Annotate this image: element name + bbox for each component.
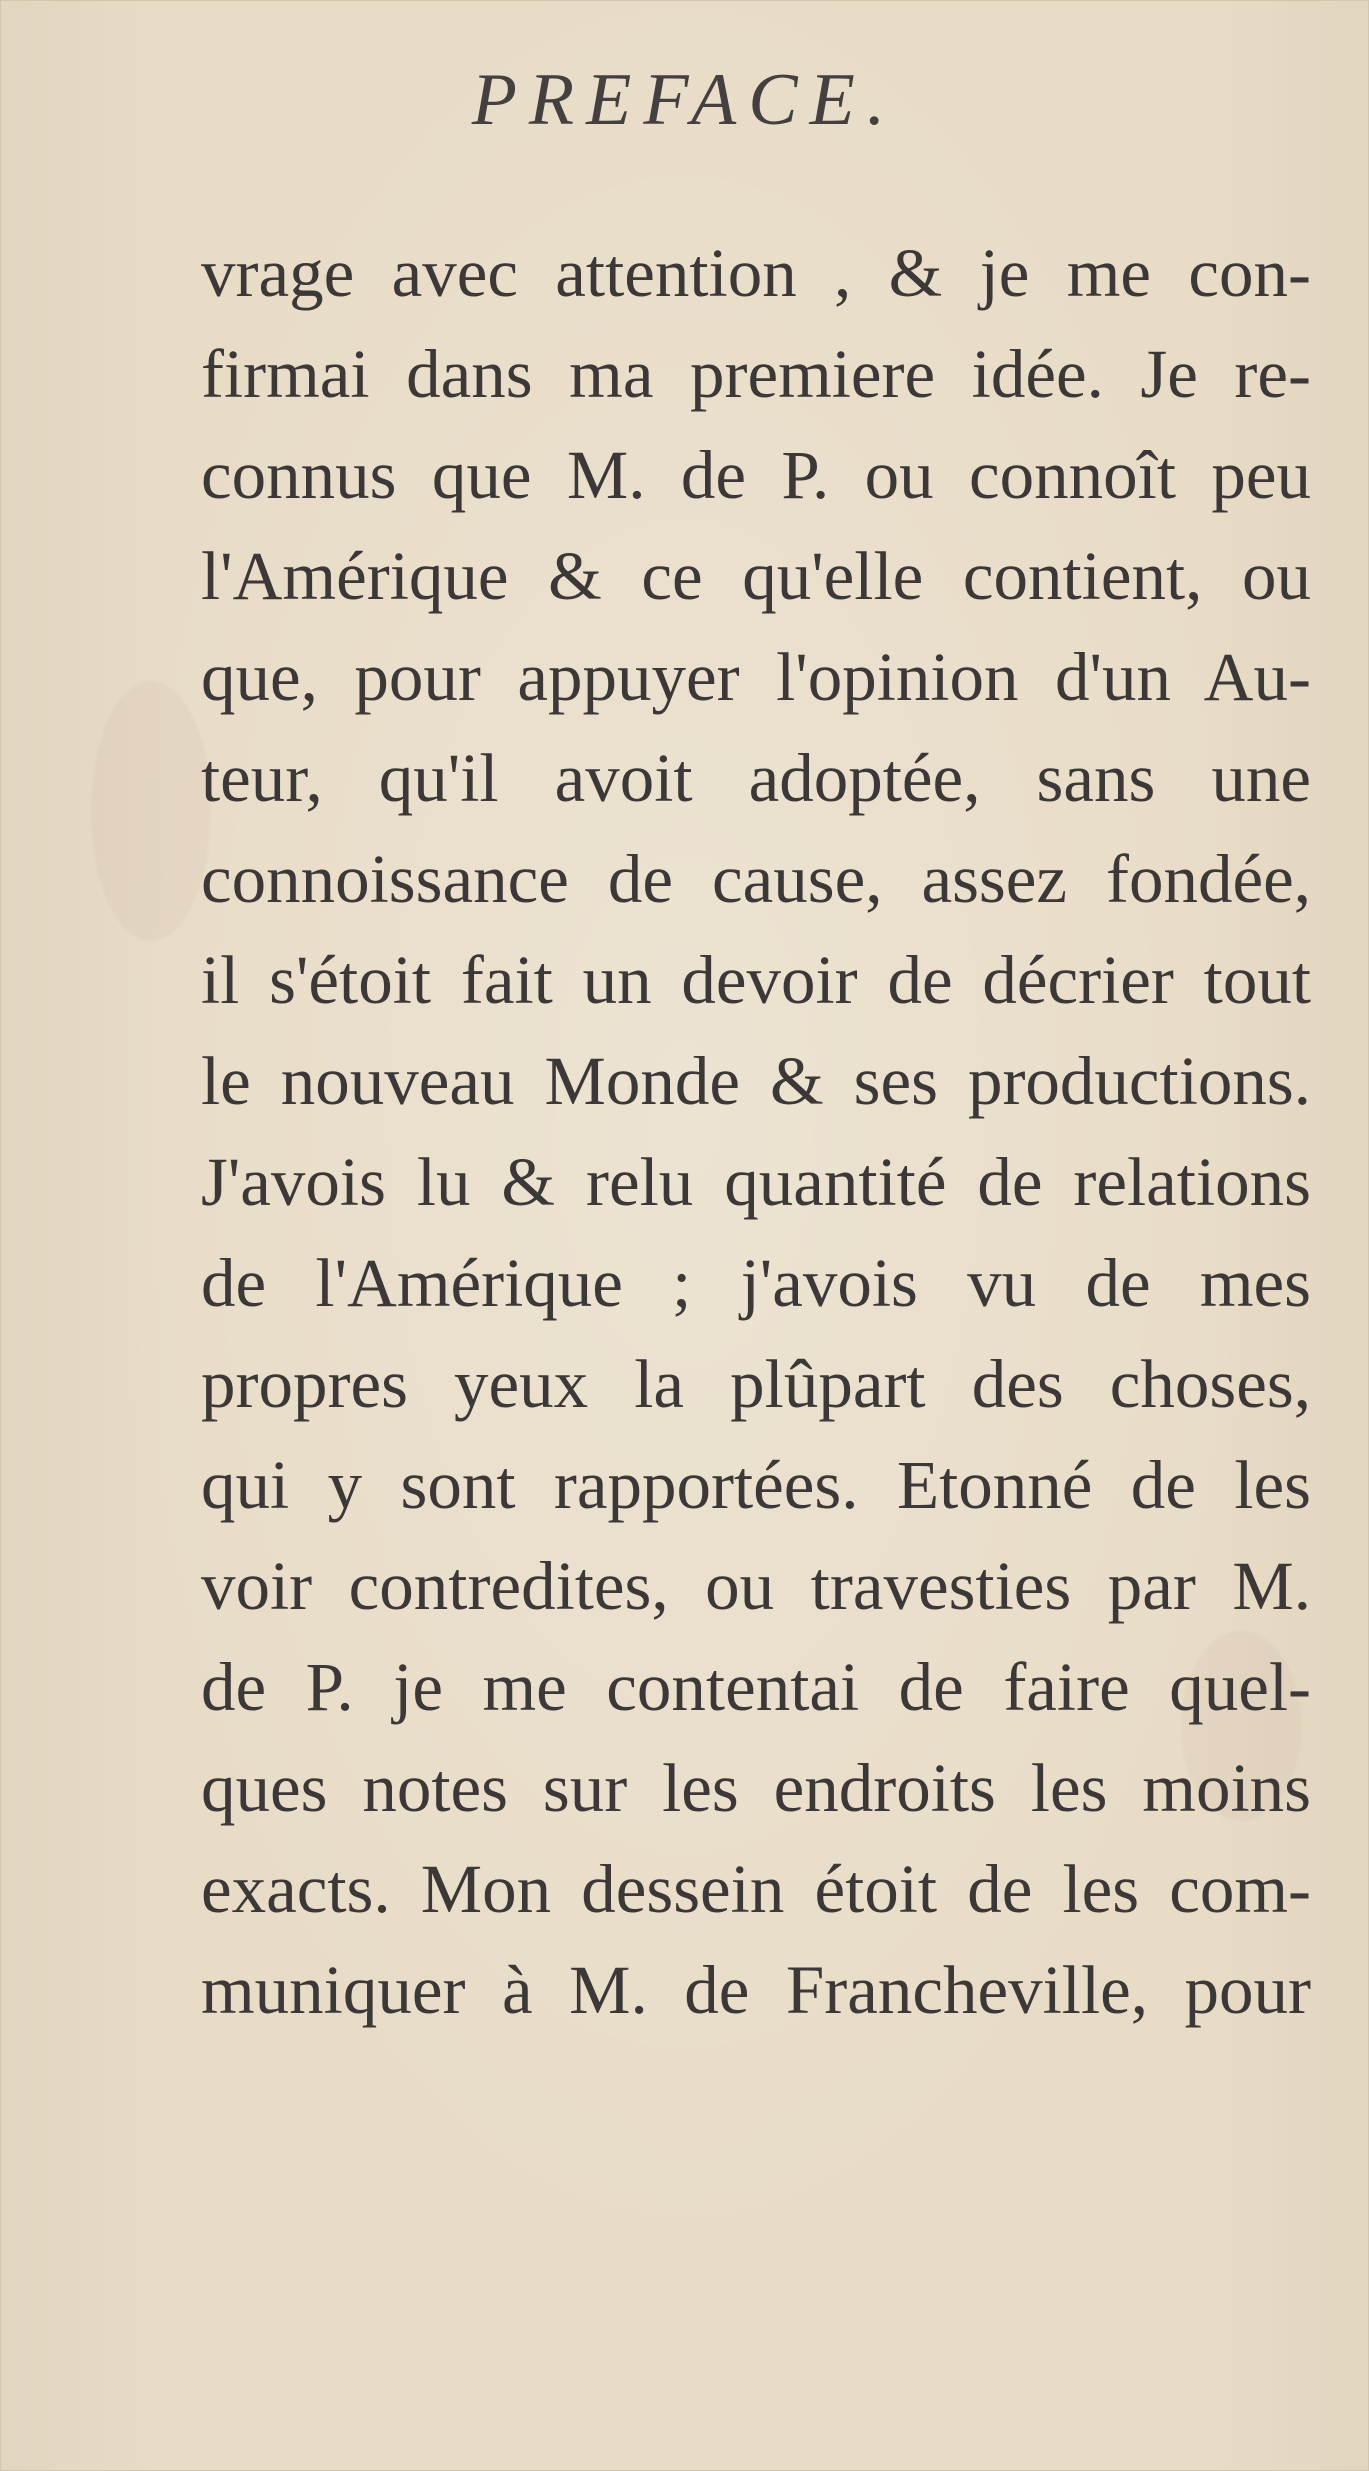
text-line-1: vrage avec attention , & je me con- [201, 235, 1311, 311]
running-head: PREFACE. [471, 59, 898, 141]
text-line-17: exacts. Mon dessein étoit de les com- [201, 1851, 1311, 1927]
text-line-5: que, pour appuyer l'opinion d'un Au- [201, 639, 1311, 715]
text-line-15: de P. je me contentai de faire quel- [201, 1649, 1311, 1725]
text-line-11: de l'Amérique ; j'avois vu de mes [201, 1245, 1311, 1321]
text-line-18: muniquer à M. de Francheville, pour [201, 1952, 1311, 2028]
text-line-10: J'avois lu & relu quantité de relations [201, 1144, 1311, 1220]
text-line-8: il s'étoit fait un devoir de décrier tout [201, 942, 1311, 1018]
text-line-12: propres yeux la plûpart des choses, [201, 1346, 1311, 1422]
text-line-13: qui y sont rapportées. Etonné de les [201, 1447, 1311, 1523]
text-line-4: l'Amérique & ce qu'elle contient, ou [201, 538, 1311, 614]
text-line-9: le nouveau Monde & ses productions. [201, 1043, 1311, 1119]
text-line-6: teur, qu'il avoit adoptée, sans une [201, 740, 1311, 816]
text-line-3: connus que M. de P. ou connoît peu [201, 437, 1311, 513]
text-line-2: firmai dans ma premiere idée. Je re- [201, 336, 1311, 412]
paper-stain [91, 681, 211, 941]
page-text [201, 223, 1311, 2041]
text-line-16: ques notes sur les endroits les moins [201, 1750, 1311, 1826]
text-line-14: voir contredites, ou travesties par M. [201, 1548, 1311, 1624]
text-line-7: connoissance de cause, assez fondée, [201, 841, 1311, 917]
